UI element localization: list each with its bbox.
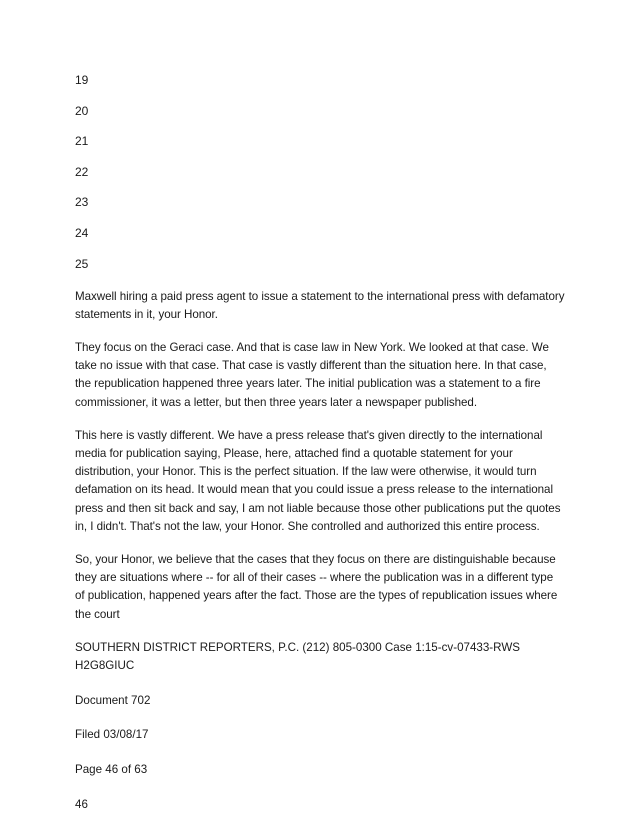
line-number: 19	[75, 73, 89, 87]
page-number: 46	[75, 797, 88, 811]
line-number: 24	[75, 225, 89, 240]
line-number: 20	[75, 103, 89, 118]
transcript-paragraph: So, your Honor, we believe that the cases that they focus on there are distinguishable because they are situations where -- for all of their cases -- where the publication was in a different type of publication, happened years after the fact. Those are the types of republication issues where the court	[75, 553, 558, 621]
transcript-paragraph: Maxwell hiring a paid press agent to issue a statement to the international press with defamatory statements in it, your Honor.	[75, 289, 565, 321]
line-number-list	[75, 73, 565, 272]
line-number: 22	[75, 164, 89, 179]
document-number: Document 702	[75, 693, 151, 707]
page-of-count: Page 46 of 63	[75, 762, 148, 776]
transcript-paragraph: This here is vastly different. We have a press release that's given directly to the international media for publication saying, Please, here, attached find a quotable statement for your distribution, your Honor. This is the perfect situation. If the law were otherwise, it would turn defamation on its head. It would mean that you could issue a press release to the international press and then sit back and say, I am not liable because those other publications put the quotes in, I didn't. That's not the law, your Honor. She controlled and authorized this entire process.	[75, 428, 561, 533]
line-number: 23	[75, 195, 89, 210]
reporter-line: SOUTHERN DISTRICT REPORTERS, P.C. (212) 805-0300 Case 1:15-cv-07433-RWS H2G8GIUC	[75, 640, 521, 672]
line-number: 21	[75, 134, 89, 149]
filed-date: Filed 03/08/17	[75, 728, 149, 742]
line-number: 25	[75, 256, 89, 271]
document-page	[75, 73, 565, 830]
transcript-paragraph: They focus on the Geraci case. And that is case law in New York. We looked at that case. We take no issue with that case. That case is vastly different than the situation here. In that case, the republication happened three years later. The initial publication was a statement to a fire commissioner, it was a letter, but then three years later a newspaper published.	[75, 340, 549, 409]
